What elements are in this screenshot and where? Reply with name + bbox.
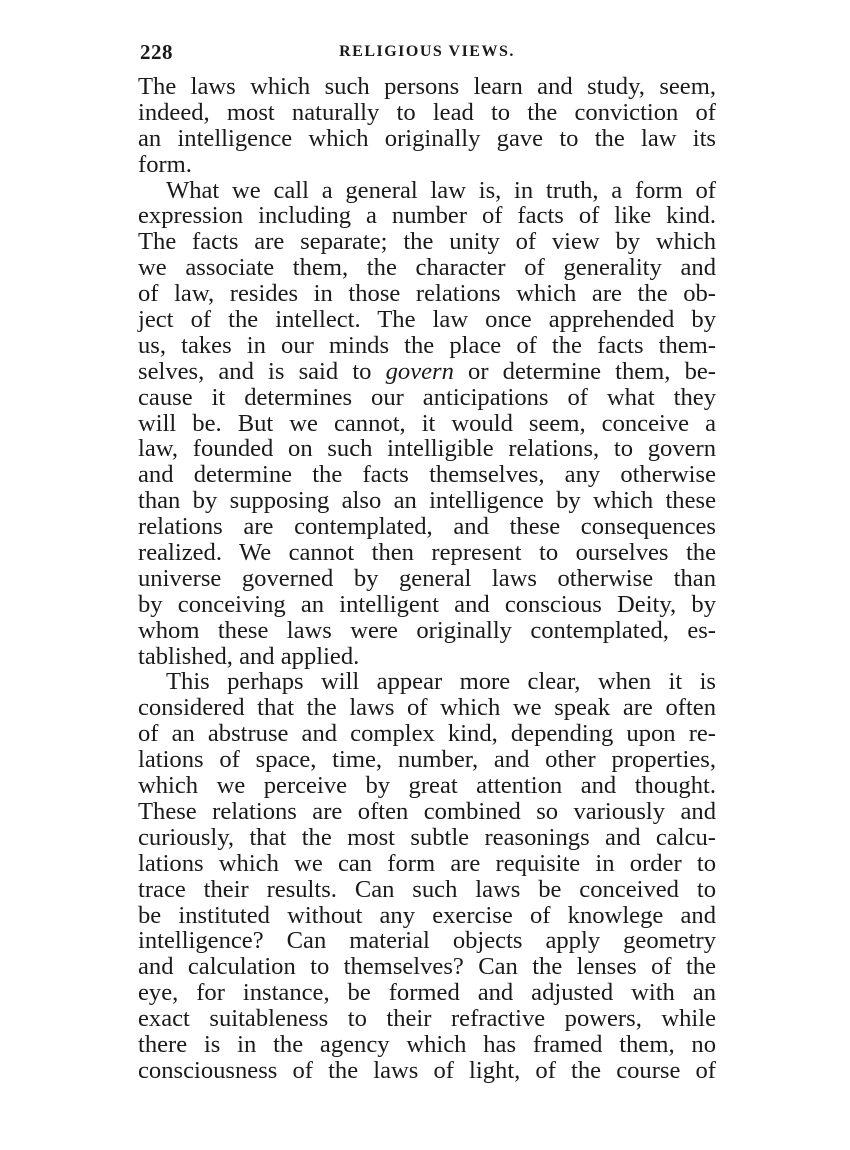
text-line: which we perceive by great attention and thought. (138, 772, 716, 800)
text-line: This perhaps will appear more clear, when it is (166, 668, 716, 696)
text-line: and determine the facts themselves, any otherwise (138, 461, 716, 489)
text-line-with-italic (138, 359, 716, 385)
text-line: exact suitableness to their refractive powers, while (138, 1005, 716, 1033)
text-line: curiously, that the most subtle reasonings and calcu- (138, 823, 716, 851)
text-segment: selves, and is said to (138, 357, 372, 385)
text-line: law, founded on such intelligible relations, to govern (138, 435, 716, 463)
text-line: consciousness of the laws of light, of the course of (138, 1056, 716, 1084)
text-line: and calculation to themselves? Can the lenses of the (138, 953, 716, 981)
text-line: we associate them, the character of generality and (138, 254, 716, 282)
text-segment: or determine them, be- (468, 357, 716, 385)
text-line: The facts are separate; the unity of view by which (138, 228, 716, 256)
text-line: ject of the intellect. The law once apprehended by (138, 306, 716, 334)
text-line: These relations are often combined so variously and (138, 797, 716, 825)
body-text (138, 74, 716, 1084)
page-number: 228 (140, 40, 173, 64)
text-line: there is in the agency which has framed them, no (138, 1030, 716, 1058)
text-line: of an abstruse and complex kind, depending upon re- (138, 720, 716, 748)
text-line: an intelligence which originally gave to the law its (138, 124, 716, 152)
text-line: intelligence? Can material objects apply geometry (138, 927, 716, 955)
text-line: eye, for instance, be formed and adjusted with an (138, 979, 716, 1007)
paragraph-1 (138, 74, 716, 178)
text-line: lations which we can form are requisite in order to (138, 849, 716, 877)
italic-word: govern (385, 357, 454, 385)
text-line: lations of space, time, number, and other properties, (138, 746, 716, 774)
text-line: cause it determines our anticipations of what they (138, 383, 716, 411)
text-line: What we call a general law is, in truth, a form of (166, 176, 716, 204)
text-line: considered that the laws of which we speak are often (138, 694, 716, 722)
text-line: trace their results. Can such laws be conceived to (138, 875, 716, 903)
running-title: RELIGIOUS VIEWS. (339, 43, 515, 60)
text-line: than by supposing also an intelligence by which these (138, 487, 716, 515)
text-line: relations are contemplated, and these consequences (138, 513, 716, 541)
text-line: form. (138, 150, 192, 178)
text-line: The laws which such persons learn and study, seem, (138, 73, 716, 100)
paragraph-2 (138, 178, 716, 670)
text-line: us, takes in our minds the place of the facts them- (138, 331, 716, 359)
text-line: indeed, most naturally to lead to the conviction of (138, 98, 716, 126)
text-line: tablished, and applied. (138, 642, 360, 670)
text-line: will be. But we cannot, it would seem, conceive a (138, 409, 716, 437)
paragraph-3 (138, 669, 716, 1083)
running-head (138, 40, 716, 74)
text-line: be instituted without any exercise of knowlege and (138, 901, 716, 929)
text-line: whom these laws were originally contemplated, es- (138, 616, 716, 644)
text-line: by conceiving an intelligent and conscious Deity, by (138, 590, 716, 618)
text-line: of law, resides in those relations which are the ob- (138, 280, 716, 308)
text-line: universe governed by general laws otherwise than (138, 564, 716, 592)
text-line: realized. We cannot then represent to ourselves the (138, 539, 716, 567)
text-line: expression including a number of facts of like kind. (138, 202, 716, 230)
book-page (138, 40, 716, 1084)
